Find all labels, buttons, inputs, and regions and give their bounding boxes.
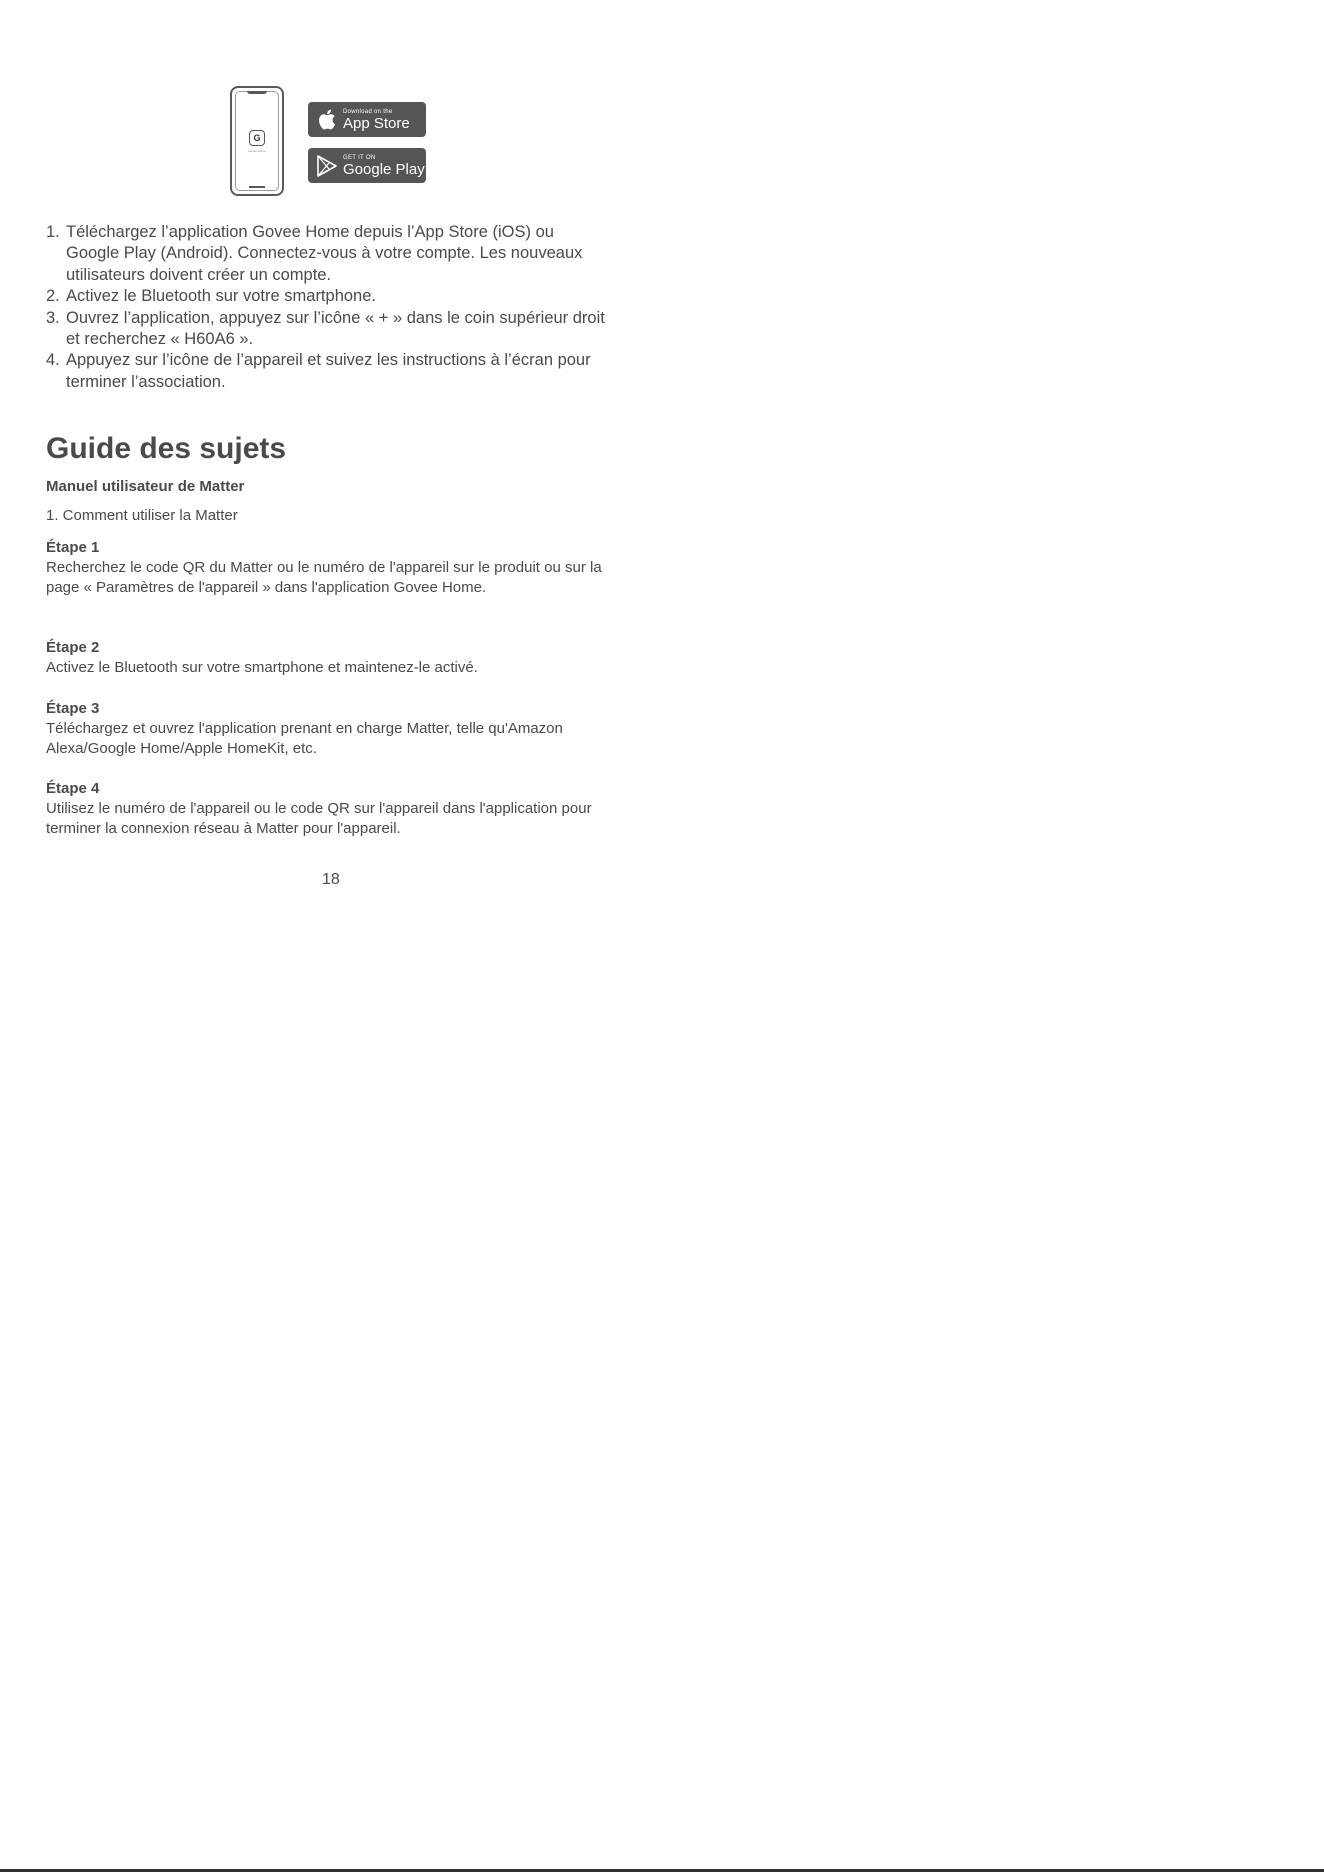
setup-instructions xyxy=(46,222,606,393)
section-title: Guide des sujets xyxy=(46,432,287,465)
section-subtitle: Manuel utilisateur de Matter xyxy=(46,478,245,495)
matter-step-2 xyxy=(46,638,616,678)
smartphone-illustration xyxy=(230,86,284,196)
app-store-badge[interactable] xyxy=(308,102,426,137)
phone-home-bar xyxy=(249,186,265,188)
step-body: Activez le Bluetooth sur votre smartphone et maintenez-le activé. xyxy=(46,659,478,676)
step-heading: Étape 3 xyxy=(46,700,100,717)
matter-step-3 xyxy=(46,699,616,759)
phone-app-name: Govee Home xyxy=(248,149,266,153)
app-download-illustration xyxy=(230,86,430,200)
setup-step xyxy=(46,286,606,307)
matter-step-4 xyxy=(46,779,616,839)
setup-step xyxy=(46,308,606,351)
setup-step-text: Activez le Bluetooth sur votre smartphone. xyxy=(66,287,376,306)
apple-icon xyxy=(314,107,340,133)
app-store-small-text: Download on the xyxy=(343,108,393,115)
step-heading: Étape 1 xyxy=(46,539,100,556)
setup-step xyxy=(46,222,606,286)
phone-notch xyxy=(247,91,267,94)
setup-step-number: 1. xyxy=(46,223,60,241)
setup-step-number: 2. xyxy=(46,287,60,306)
google-play-small-text: GET IT ON xyxy=(343,154,376,161)
page-number: 18 xyxy=(322,871,340,888)
step-body: Recherchez le code QR du Matter ou le numéro de l'appareil sur le produit ou sur la page « Paramètres de l'appareil » dans l'application Govee Home. xyxy=(46,559,602,597)
step-body: Utilisez le numéro de l'appareil ou le code QR sur l'appareil dans l'application pour terminer la connexion réseau à Matter pour l'appareil. xyxy=(46,800,592,838)
step-body: Téléchargez et ouvrez l'application prenant en charge Matter, telle qu'Amazon Alexa/Google Home/Apple HomeKit, etc. xyxy=(46,720,563,758)
setup-step-number: 3. xyxy=(46,308,60,327)
setup-step-text: Ouvrez l’application, appuyez sur l’icône « + » dans le coin supérieur droit et recherchez « H60A6 ». xyxy=(66,308,605,349)
setup-step-text: Téléchargez l’application Govee Home depuis l’App Store (iOS) ou Google Play (Android). Connectez-vous à votre compte. Les nouveaux utilisateurs doivent créer un compte. xyxy=(66,223,583,284)
step-heading: Étape 2 xyxy=(46,639,100,656)
step-heading: Étape 4 xyxy=(46,780,100,797)
play-icon xyxy=(314,153,340,179)
section-intro: 1. Comment utiliser la Matter xyxy=(46,507,238,524)
setup-step-text: Appuyez sur l’icône de l’appareil et suivez les instructions à l’écran pour terminer l’association. xyxy=(66,351,591,391)
google-play-badge[interactable] xyxy=(308,148,426,183)
app-store-label: App Store xyxy=(343,114,410,132)
matter-step-1 xyxy=(46,538,616,598)
setup-step xyxy=(46,350,606,393)
setup-step-number: 4. xyxy=(46,351,60,370)
google-play-label: Google Play xyxy=(343,160,425,178)
govee-app-icon: G xyxy=(249,130,265,146)
